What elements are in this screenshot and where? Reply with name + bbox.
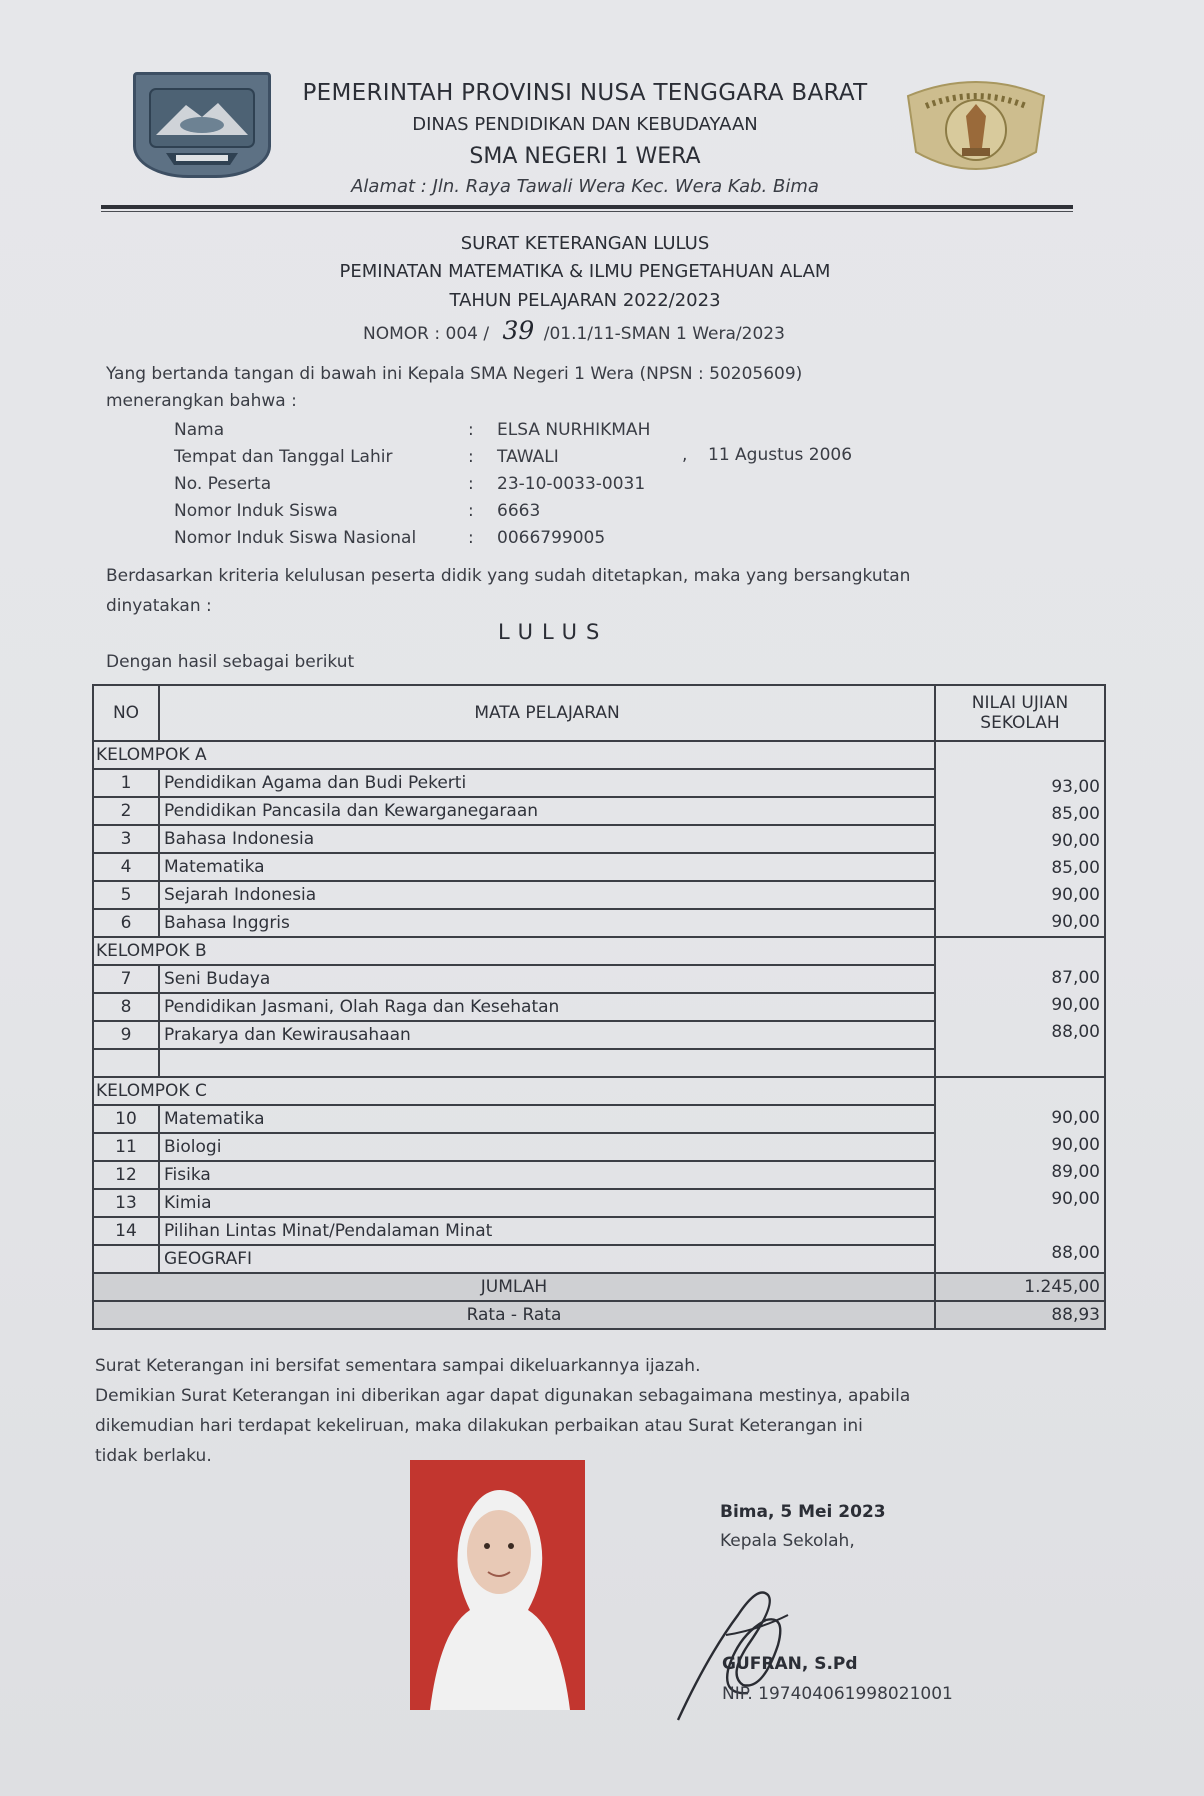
note-line-3: dikemudian hari terdapat kekeliruan, maka dilakukan perbaikan atau Surat Keterangan ini xyxy=(95,1416,863,1436)
academic-year: TAHUN PELAJARAN 2022/2023 xyxy=(449,290,721,311)
group-row xyxy=(93,937,1105,965)
score-spacer xyxy=(936,1078,1104,1105)
row-subject: Matematika xyxy=(159,1105,935,1133)
row-no: 14 xyxy=(93,1217,159,1245)
field-label-peserta: No. Peserta xyxy=(174,474,272,494)
total-label: JUMLAH xyxy=(93,1273,935,1301)
score-cell: 85,00 xyxy=(1051,858,1100,878)
nomor-prefix: 004 / xyxy=(445,324,490,344)
row-subject: Fisika xyxy=(159,1161,935,1189)
score-cell: 88,00 xyxy=(1051,1022,1100,1042)
score-cell: 90,00 xyxy=(1051,1189,1100,1209)
header-province: PEMERINTAH PROVINSI NUSA TENGGARA BARAT xyxy=(302,80,868,106)
criteria-line-2: dinyatakan : xyxy=(106,596,212,616)
row-no: 1 xyxy=(93,769,159,797)
header-score-line-2: SEKOLAH xyxy=(980,713,1060,733)
score-cell xyxy=(936,1213,1104,1240)
header-divider-thin xyxy=(101,211,1073,212)
field-value-birthplace: TAWALI xyxy=(497,447,559,467)
document-title: SURAT KETERANGAN LULUS xyxy=(460,233,710,254)
nomor-label: NOMOR : xyxy=(363,324,441,344)
field-value-nis: 6663 xyxy=(497,501,541,521)
group-label-c: KELOMPOK C xyxy=(93,1077,935,1105)
grades-table xyxy=(92,684,1106,1330)
row-subject: Biologi xyxy=(159,1133,935,1161)
row-no: 5 xyxy=(93,881,159,909)
score-cell: 87,00 xyxy=(1051,968,1100,988)
note-line-2: Demikian Surat Keterangan ini diberikan agar dapat digunakan sebagaimana mestinya, apabila xyxy=(95,1386,911,1406)
field-label-nama: Nama xyxy=(174,420,225,440)
average-value: 88,93 xyxy=(935,1301,1105,1329)
score-cell: 85,00 xyxy=(1051,804,1100,824)
criteria-line-1: Berdasarkan kriteria kelulusan peserta didik yang sudah ditetapkan, maka yang bersangkutan xyxy=(106,566,911,586)
group-row xyxy=(93,741,1105,769)
field-colon: : xyxy=(468,501,474,521)
table-header-row xyxy=(93,685,1105,741)
nomor-suffix: /01.1/11-SMAN 1 Wera/2023 xyxy=(543,324,785,344)
row-no: 10 xyxy=(93,1105,159,1133)
field-colon: : xyxy=(468,528,474,548)
result-status: LULUS xyxy=(498,620,609,644)
signatory-nip: NIP. 197404061998021001 xyxy=(722,1684,953,1704)
row-no: 3 xyxy=(93,825,159,853)
score-cell: 93,00 xyxy=(1051,777,1100,797)
row-subject: Bahasa Inggris xyxy=(159,909,935,937)
nomor-handwritten: 39 xyxy=(502,316,535,345)
results-intro: Dengan hasil sebagai berikut xyxy=(106,652,355,672)
row-subject: Pilihan Lintas Minat/Pendalaman Minat xyxy=(159,1217,935,1245)
row-no: 6 xyxy=(93,909,159,937)
row-subject: Prakarya dan Kewirausahaan xyxy=(159,1021,935,1049)
field-value-peserta: 23-10-0033-0031 xyxy=(497,474,646,494)
signature-role: Kepala Sekolah, xyxy=(720,1531,855,1551)
header-address: Alamat : Jln. Raya Tawali Wera Kec. Wera Kab. Bima xyxy=(351,176,819,197)
score-cell: 90,00 xyxy=(1051,885,1100,905)
province-emblem-icon xyxy=(136,75,268,175)
province-emblem-logo xyxy=(133,72,271,178)
row-no: 2 xyxy=(93,797,159,825)
score-column-a xyxy=(935,741,1105,937)
row-no: 9 xyxy=(93,1021,159,1049)
row-subject: Bahasa Indonesia xyxy=(159,825,935,853)
field-colon: : xyxy=(468,474,474,494)
score-cell: 89,00 xyxy=(1051,1162,1100,1182)
signature-place-date: Bima, 5 Mei 2023 xyxy=(720,1502,886,1522)
field-value-birthdate: 11 Agustus 2006 xyxy=(708,445,853,465)
field-label-nis: Nomor Induk Siswa xyxy=(174,501,338,521)
group-label-a: KELOMPOK A xyxy=(93,741,935,769)
score-cell: 90,00 xyxy=(1051,912,1100,932)
school-seal-logo xyxy=(896,74,1056,182)
average-label: Rata - Rata xyxy=(93,1301,935,1329)
field-colon: : xyxy=(468,447,474,467)
average-row xyxy=(93,1301,1105,1329)
header-subject: MATA PELAJARAN xyxy=(159,685,935,741)
group-label-b: KELOMPOK B xyxy=(93,937,935,965)
total-value: 1.245,00 xyxy=(935,1273,1105,1301)
intro-line-2: menerangkan bahwa : xyxy=(106,391,297,411)
field-value-nama: ELSA NURHIKMAH xyxy=(497,420,651,440)
row-subject: Sejarah Indonesia xyxy=(159,881,935,909)
group-row xyxy=(93,1077,1105,1105)
row-no: 13 xyxy=(93,1189,159,1217)
document-number xyxy=(363,316,785,345)
field-value-nisn: 0066799005 xyxy=(497,528,606,548)
header-score-line-1: NILAI UJIAN xyxy=(971,693,1069,713)
note-line-4: tidak berlaku. xyxy=(95,1446,212,1466)
row-no: 7 xyxy=(93,965,159,993)
score-cell: 88,00 xyxy=(1051,1243,1100,1263)
row-no xyxy=(93,1245,159,1273)
row-subject: Seni Budaya xyxy=(159,965,935,993)
row-subject: Matematika xyxy=(159,853,935,881)
document-subtitle: PEMINATAN MATEMATIKA & ILMU PENGETAHUAN ALAM xyxy=(339,261,831,282)
score-cell: 90,00 xyxy=(1051,995,1100,1015)
note-line-1: Surat Keterangan ini bersifat sementara sampai dikeluarkannya ijazah. xyxy=(95,1356,701,1376)
student-photo xyxy=(410,1460,585,1710)
row-no: 4 xyxy=(93,853,159,881)
header-divider xyxy=(101,205,1073,209)
score-spacer xyxy=(936,938,1104,965)
school-seal-icon xyxy=(896,74,1056,182)
row-no: 11 xyxy=(93,1133,159,1161)
row-subject: Pendidikan Pancasila dan Kewarganegaraan xyxy=(159,797,935,825)
header-no: NO xyxy=(93,685,159,741)
row-no: 8 xyxy=(93,993,159,1021)
total-row xyxy=(93,1273,1105,1301)
field-colon: : xyxy=(468,420,474,440)
signatory-name: GUFRAN, S.Pd xyxy=(722,1654,858,1674)
header-school: SMA NEGERI 1 WERA xyxy=(469,144,701,169)
field-comma: , xyxy=(682,445,688,465)
score-cell: 90,00 xyxy=(1051,1108,1100,1128)
field-label-nisn: Nomor Induk Siswa Nasional xyxy=(174,528,417,548)
score-cell: 90,00 xyxy=(1051,1135,1100,1155)
row-no: 12 xyxy=(93,1161,159,1189)
intro-line-1: Yang bertanda tangan di bawah ini Kepala SMA Negeri 1 Wera (NPSN : 50205609) xyxy=(106,364,803,384)
field-label-ttl: Tempat dan Tanggal Lahir xyxy=(174,447,393,467)
score-column-b xyxy=(935,937,1105,1077)
row-subject: Kimia xyxy=(159,1189,935,1217)
header-department: DINAS PENDIDIKAN DAN KEBUDAYAAN xyxy=(412,114,758,135)
student-portrait-icon xyxy=(410,1460,585,1710)
score-cell: 90,00 xyxy=(1051,831,1100,851)
header-score xyxy=(935,685,1105,741)
row-subject: Pendidikan Jasmani, Olah Raga dan Kesehatan xyxy=(159,993,935,1021)
row-subject: GEOGRAFI xyxy=(159,1245,935,1273)
row-subject: Pendidikan Agama dan Budi Pekerti xyxy=(159,769,935,797)
score-column-c xyxy=(935,1077,1105,1273)
